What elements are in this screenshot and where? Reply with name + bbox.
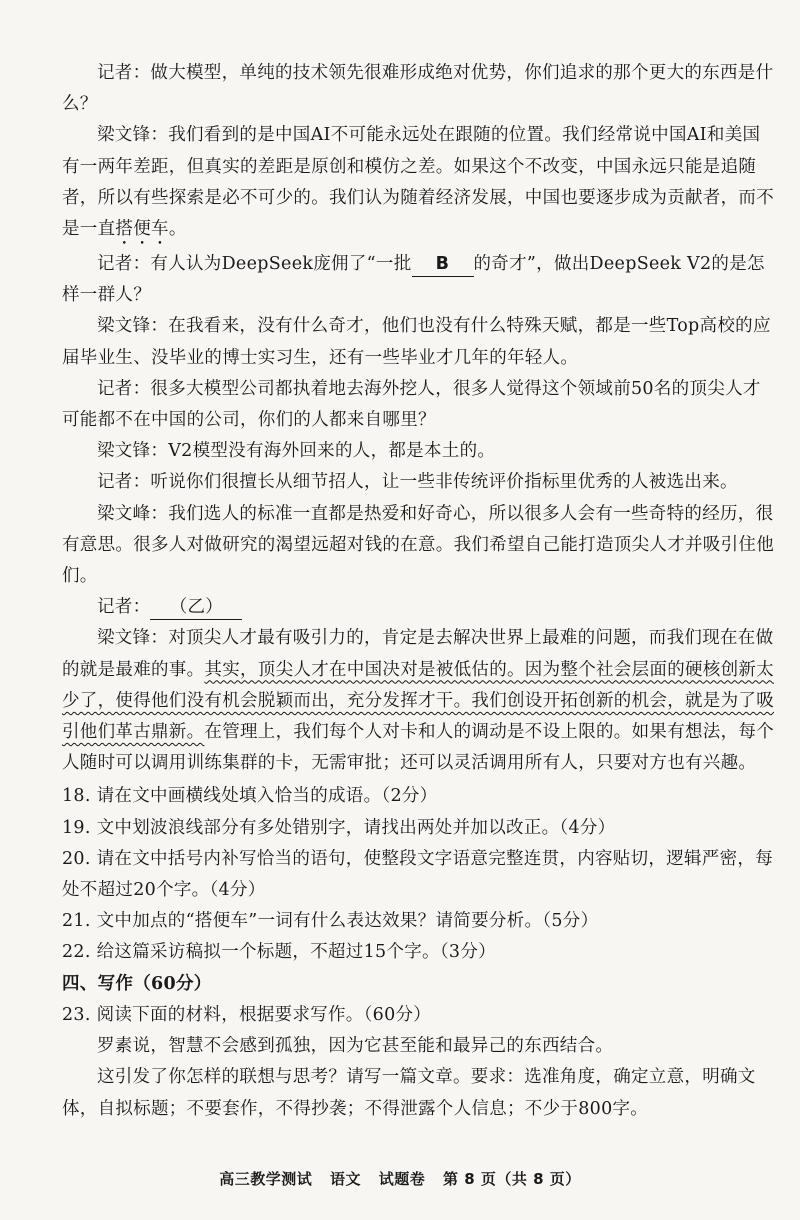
writing-material: 罗素说，智慧不会感到孤独，因为它甚至能和最异己的东西结合。 xyxy=(97,1036,614,1057)
question-list xyxy=(62,781,777,968)
question-20: 20. 请在文中括号内补写恰当的语句，使整段文字语意完整连贯，内容贴切，逻辑严密，每处不超过20个字。（4分） xyxy=(62,848,773,901)
page-footer xyxy=(0,1168,800,1189)
answer-1-end: 。 xyxy=(168,219,187,240)
question-19: 19. 文中划波浪线部分有多处错别字，请找出两处并加以改正。（4分） xyxy=(62,817,616,838)
dotted-term-dabianche: 搭便车 xyxy=(115,219,169,240)
footer-subject: 语文 xyxy=(329,1170,361,1188)
reporter-question-4: 记者：听说你们很擅长从细节招人，让一些非传统评价指标里优秀的人被选出来。 xyxy=(97,472,738,493)
footer-exam-name: 高三教学测试 xyxy=(219,1170,313,1188)
page-content xyxy=(62,58,777,1125)
answer-3: 梁文锋：V2模型没有海外回来的人，都是本土的。 xyxy=(97,441,496,462)
answer-1-text: 梁文锋：我们看到的是中国AI不可能永远处在跟随的位置。我们经常说中国AI和美国有一两年差距，但真实的差距是原创和模仿之差。如果这个不改变，中国永远只能是追随者，所以有些探索是必不可少的。我们认为随着经济发展，中国也要逐步成为贡献者，而不是一直 xyxy=(62,125,774,240)
reporter-question-3: 记者：很多大模型公司都执着地去海外挖人，很多人觉得这个领域前50名的顶尖人才可能都不在中国的公司，你们的人都来自哪里？ xyxy=(62,378,761,431)
answer-1 xyxy=(62,120,777,249)
answer-5 xyxy=(62,623,777,779)
question-18: 18. 请在文中画横线处填入恰当的成语。（2分） xyxy=(62,786,438,807)
fill-blank-yi: （乙） xyxy=(150,595,242,620)
writing-section xyxy=(62,969,777,1125)
answer-2: 梁文锋：在我看来，没有什么奇才，他们也没有什么特殊天赋，都是一些Top高校的应届毕业生、没毕业的博士实习生，还有一些毕业才几年的年轻人。 xyxy=(62,316,771,368)
question-2-text: 记者：有人认为DeepSeek庞佣了“一批 xyxy=(97,254,412,275)
idiom-blank: B xyxy=(412,252,474,277)
writing-requirement: 这引发了你怎样的联想与思考？请写一篇文章。要求：选准角度，确定立意，明确文体，自拟标题；不要套作，不得抄袭；不得泄露个人信息；不少于800字。 xyxy=(62,1067,756,1119)
question-2-end: 的奇才”，做出DeepSeek V2的是怎样一群人？ xyxy=(62,254,765,306)
question-22: 22. 给这篇采访稿拟一个标题，不超过15个字。（3分） xyxy=(62,942,496,963)
reporter-question-2 xyxy=(62,249,777,311)
footer-page-number: 第 8 页（共 8 页） xyxy=(442,1170,581,1188)
question-5-text: 记者： xyxy=(97,597,151,618)
section-title-writing: 四、写作（60分） xyxy=(62,973,212,994)
footer-paper-type: 试题卷 xyxy=(378,1170,426,1188)
reporter-question-1: 记者：做大模型，单纯的技术领先很难形成绝对优势，你们追求的那个更大的东西是什么？ xyxy=(62,63,774,115)
answer-5-text: 梁文锋：对顶尖人才最有吸引力的，肯定是去解决世界上最难的问题，而我们现在在做的就是最难的事。 xyxy=(62,628,774,680)
question-21: 21. 文中加点的“搭便车”一词有什么表达效果？请简要分析。（5分） xyxy=(62,911,599,932)
wavy-underlined-passage: 其实，顶尖人才在中国决对是被低估的。因为整个社会层面的硬核创新太少了，使得他们没有机会脱颖而出，充分发挥才干。我们创设开拓创新的机会，就是为了吸引他们革古鼎新。 xyxy=(62,659,775,743)
question-23: 23. 阅读下面的材料，根据要求写作。（60分） xyxy=(62,1004,432,1025)
reporter-question-5 xyxy=(62,592,777,623)
answer-5-end: 在管理上，我们每个人对卡和人的调动是不设上限的。如果有想法，每个人随时可以调用训练集群的卡，无需审批；还可以灵活调用所有人，只要对方也有兴趣。 xyxy=(62,722,775,774)
answer-4: 梁文峰：我们选人的标准一直都是热爱和好奇心，所以很多人会有一些奇特的经历，很有意思。很多人对做研究的渴望远超对钱的在意。我们希望自己能打造顶尖人才并吸引住他们。 xyxy=(62,503,774,587)
interview-text xyxy=(62,58,777,779)
